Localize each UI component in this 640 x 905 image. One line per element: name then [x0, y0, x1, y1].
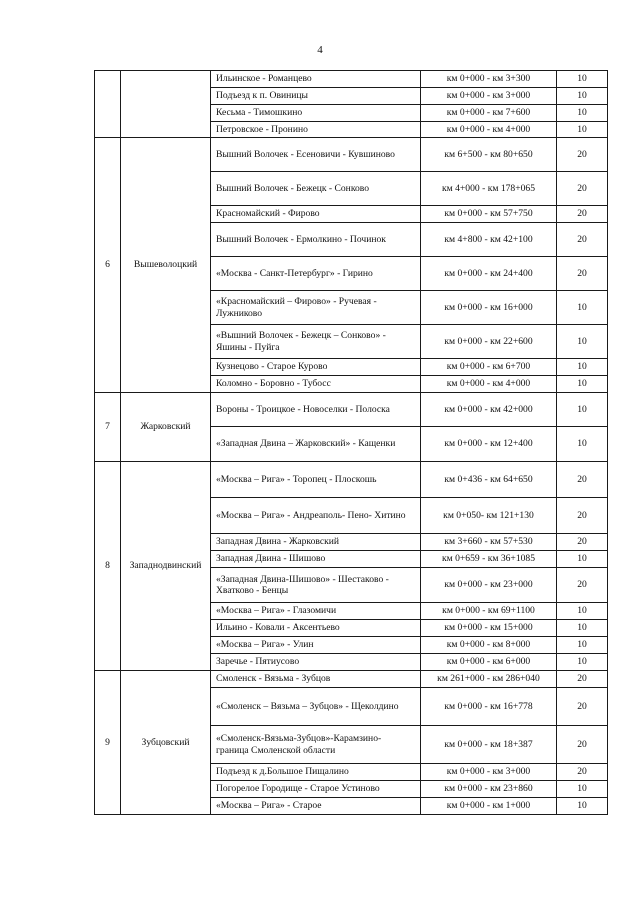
km-range-cell: км 0+000 - км 23+860	[421, 781, 557, 798]
width-cell: 20	[557, 764, 608, 781]
road-name-cell: Петровское - Пронино	[211, 122, 421, 138]
km-range-cell: км 0+000 - км 3+000	[421, 88, 557, 105]
km-range-cell: км 0+659 - км 36+1085	[421, 551, 557, 568]
road-name-cell: «Смоленск – Вязьма – Зубцов» - Щеколдино	[211, 688, 421, 726]
road-name-cell: «Москва – Рига» - Андреаполь- Пено- Хитино	[211, 498, 421, 534]
road-name-cell: Западная Двина - Шишово	[211, 551, 421, 568]
km-range-cell: км 0+000 - км 22+600	[421, 325, 557, 359]
road-name-cell: «Москва – Рига» - Глазомичи	[211, 603, 421, 620]
km-range-cell: км 0+000 - км 6+000	[421, 654, 557, 671]
width-cell: 10	[557, 105, 608, 122]
road-name-cell: Заречье - Пятиусово	[211, 654, 421, 671]
district-number-cell: 9	[95, 671, 121, 815]
width-cell: 20	[557, 462, 608, 498]
km-range-cell: км 0+000 - км 8+000	[421, 637, 557, 654]
width-cell: 20	[557, 688, 608, 726]
km-range-cell: км 0+000 - км 16+000	[421, 291, 557, 325]
width-cell: 20	[557, 568, 608, 603]
width-cell: 10	[557, 654, 608, 671]
road-name-cell: Подъезд к д.Большое Пищалино	[211, 764, 421, 781]
road-name-cell: «Смоленск-Вязьма-Зубцов»-Карамзино- граница Смоленской области	[211, 726, 421, 764]
table-row	[95, 462, 608, 498]
km-range-cell: км 0+000 - км 3+000	[421, 764, 557, 781]
km-range-cell: км 0+000 - км 24+400	[421, 257, 557, 291]
road-name-cell: Западная Двина - Жарковский	[211, 534, 421, 551]
road-name-cell: «Вышний Волочек - Бежецк – Сонково» - Яшины - Пуйга	[211, 325, 421, 359]
road-name-cell: Ильинское - Романцево	[211, 71, 421, 88]
km-range-cell: км 3+660 - км 57+530	[421, 534, 557, 551]
width-cell: 10	[557, 325, 608, 359]
road-name-cell: Кесьма - Тимошкино	[211, 105, 421, 122]
road-name-cell: Вороны - Троицкое - Новоселки - Полоска	[211, 393, 421, 427]
width-cell: 10	[557, 393, 608, 427]
km-range-cell: км 0+000 - км 57+750	[421, 206, 557, 223]
width-cell: 20	[557, 172, 608, 206]
road-name-cell: «Красномайский – Фирово» - Ручевая - Лужниково	[211, 291, 421, 325]
km-range-cell: км 4+800 - км 42+100	[421, 223, 557, 257]
road-name-cell: «Москва – Рига» - Старое	[211, 798, 421, 815]
width-cell: 20	[557, 498, 608, 534]
width-cell: 20	[557, 534, 608, 551]
width-cell: 10	[557, 71, 608, 88]
km-range-cell: км 0+000 - км 7+600	[421, 105, 557, 122]
road-name-cell: «Москва - Санкт-Петербург» - Гирино	[211, 257, 421, 291]
road-name-cell: Вышний Волочек - Есеновичи - Кувшиново	[211, 138, 421, 172]
width-cell: 20	[557, 257, 608, 291]
width-cell: 10	[557, 122, 608, 138]
table-row	[95, 138, 608, 172]
km-range-cell: км 0+000 - км 6+700	[421, 359, 557, 376]
district-name-cell: Жарковский	[121, 393, 211, 462]
km-range-cell: км 261+000 - км 286+040	[421, 671, 557, 688]
km-range-cell: км 0+000 - км 4+000	[421, 376, 557, 393]
km-range-cell: км 4+000 - км 178+065	[421, 172, 557, 206]
km-range-cell: км 0+436 - км 64+650	[421, 462, 557, 498]
width-cell: 10	[557, 88, 608, 105]
width-cell: 10	[557, 603, 608, 620]
km-range-cell: км 0+000 - км 1+000	[421, 798, 557, 815]
km-range-cell: км 0+000 - км 12+400	[421, 427, 557, 462]
km-range-cell: км 0+000 - км 15+000	[421, 620, 557, 637]
road-name-cell: Вышний Волочек - Бежецк - Сонково	[211, 172, 421, 206]
width-cell: 10	[557, 798, 608, 815]
road-name-cell: Кузнецово - Старое Курово	[211, 359, 421, 376]
district-number-cell: 6	[95, 138, 121, 393]
width-cell: 20	[557, 206, 608, 223]
width-cell: 10	[557, 376, 608, 393]
width-cell: 10	[557, 620, 608, 637]
district-number-cell: 8	[95, 462, 121, 671]
road-name-cell: «Западная Двина-Шишово» - Шестаково - Хватково - Бенцы	[211, 568, 421, 603]
district-name-cell: Западнодвинский	[121, 462, 211, 671]
district-name-cell	[121, 71, 211, 138]
width-cell: 10	[557, 551, 608, 568]
km-range-cell: км 0+000 - км 42+000	[421, 393, 557, 427]
district-name-cell: Вышеволоцкий	[121, 138, 211, 393]
km-range-cell: км 6+500 - км 80+650	[421, 138, 557, 172]
width-cell: 20	[557, 726, 608, 764]
width-cell: 10	[557, 781, 608, 798]
road-name-cell: «Москва – Рига» - Улин	[211, 637, 421, 654]
district-number-cell: 7	[95, 393, 121, 462]
road-name-cell: Коломно - Боровно - Тубосс	[211, 376, 421, 393]
width-cell: 10	[557, 637, 608, 654]
district-number-cell	[95, 71, 121, 138]
table-row	[95, 393, 608, 427]
km-range-cell: км 0+000 - км 3+300	[421, 71, 557, 88]
width-cell: 20	[557, 138, 608, 172]
table-row	[95, 71, 608, 88]
km-range-cell: км 0+000 - км 23+000	[421, 568, 557, 603]
roads-table-body	[95, 71, 608, 815]
width-cell: 10	[557, 359, 608, 376]
roads-table	[94, 70, 608, 815]
width-cell: 20	[557, 671, 608, 688]
km-range-cell: км 0+000 - км 69+1100	[421, 603, 557, 620]
road-name-cell: Красномайский - Фирово	[211, 206, 421, 223]
district-name-cell: Зубцовский	[121, 671, 211, 815]
road-name-cell: Смоленск - Вязьма - Зубцов	[211, 671, 421, 688]
page-number: 4	[317, 44, 323, 56]
km-range-cell: км 0+050- км 121+130	[421, 498, 557, 534]
road-name-cell: Подъезд к п. Овиницы	[211, 88, 421, 105]
road-name-cell: «Москва – Рига» - Торопец - Плоскошь	[211, 462, 421, 498]
km-range-cell: км 0+000 - км 16+778	[421, 688, 557, 726]
km-range-cell: км 0+000 - км 4+000	[421, 122, 557, 138]
table-row	[95, 671, 608, 688]
road-name-cell: Вышний Волочек - Ермолкино - Починок	[211, 223, 421, 257]
km-range-cell: км 0+000 - км 18+387	[421, 726, 557, 764]
road-name-cell: Погорелое Городище - Старое Устиново	[211, 781, 421, 798]
road-name-cell: Ильино - Ковали - Аксентьево	[211, 620, 421, 637]
road-name-cell: «Западная Двина – Жарковский» - Кащенки	[211, 427, 421, 462]
width-cell: 20	[557, 223, 608, 257]
width-cell: 10	[557, 291, 608, 325]
width-cell: 10	[557, 427, 608, 462]
